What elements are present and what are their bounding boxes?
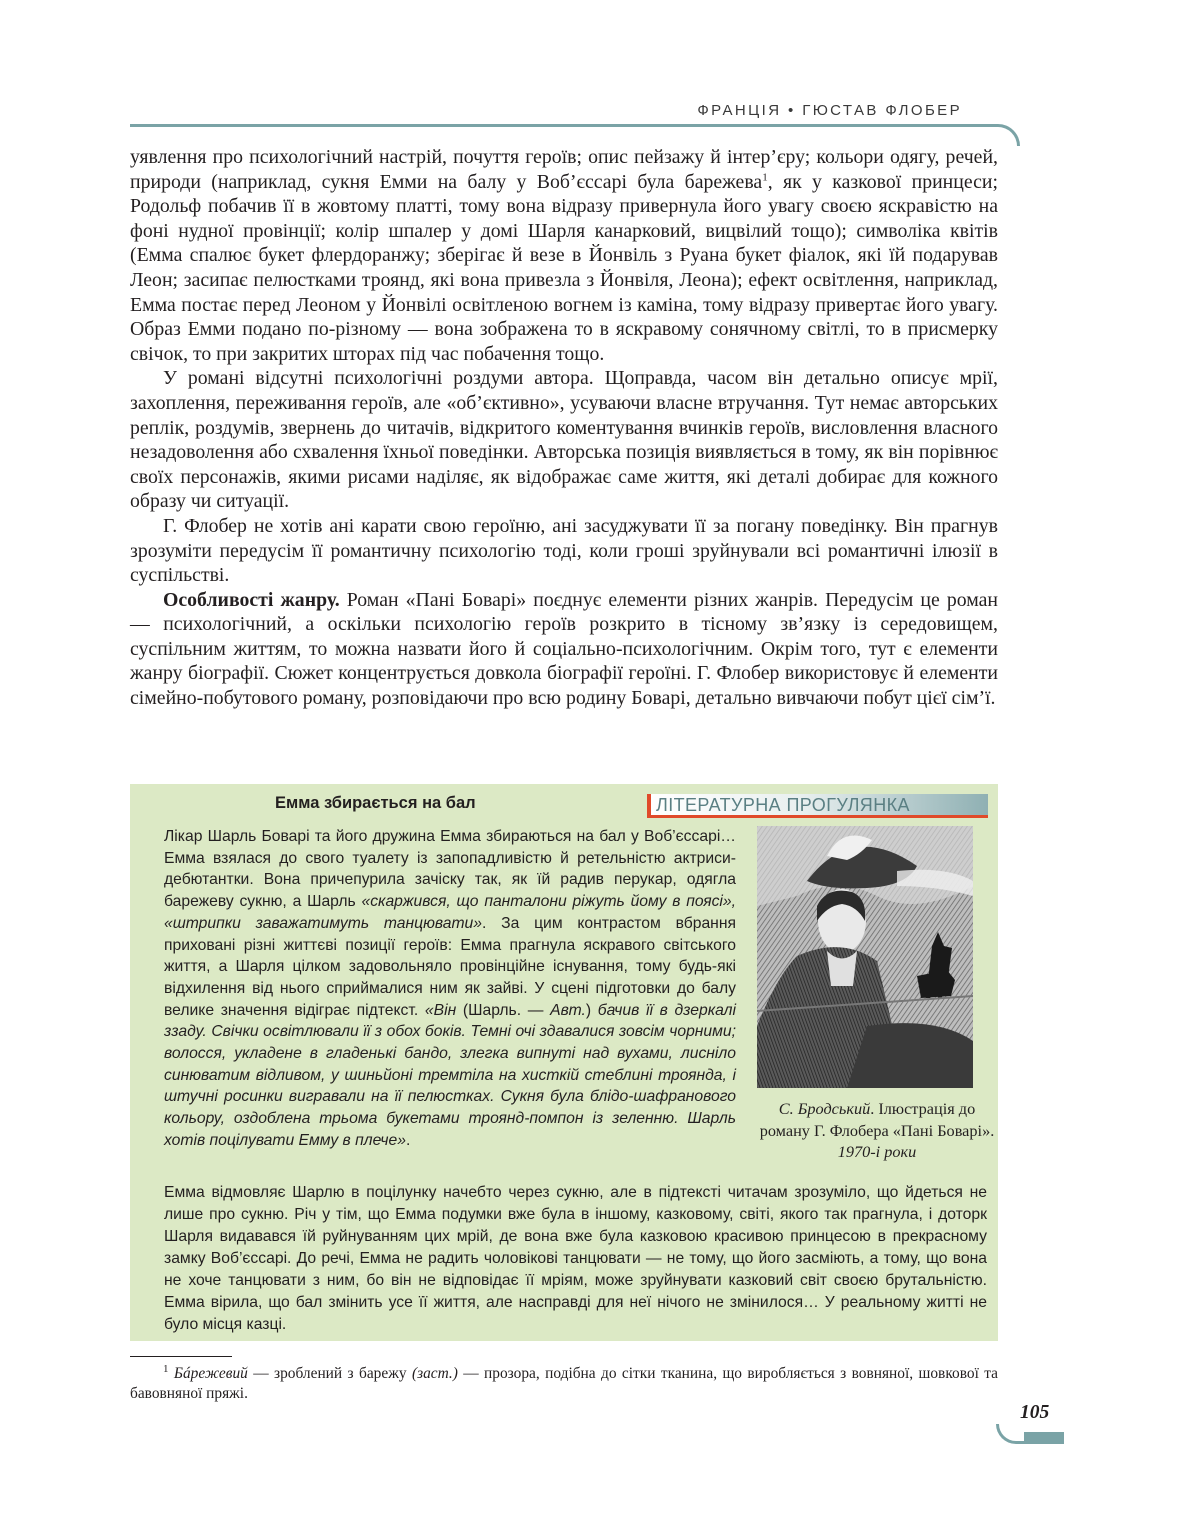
main-text	[130, 145, 998, 711]
footnote	[130, 1364, 998, 1404]
section-lead: Особливості жанру.	[163, 588, 340, 611]
footnote-ref[interactable]: 1	[762, 171, 768, 183]
footnote-rule	[130, 1356, 232, 1357]
footnote-run: — зроблений з барежу	[247, 1365, 412, 1382]
footnote-run: — прозора, подібна до сітки тканина, що виробляється з вовняної, шовкової та бавовняної пряжі.	[130, 1365, 998, 1402]
running-head: ФРАНЦІЯ • ГЮСТАВ ФЛОБЕР	[697, 102, 962, 119]
box-paragraph-1	[164, 826, 736, 1152]
paragraph-1-text: уявлення про психологічний настрій, почуття героїв; опис пейзажу й інтер’єру; кольори одягу, речей, природи (наприклад, сукня Емми на балу у Воб’єссарі була барежева	[130, 146, 998, 193]
paragraph-4-text: Роман «Пані Боварі» поєднує елементи різних жанрів. Передусім це роман — психологічний, а оскільки психологію героїв розкрито в тісному зв’язку із середовищем, суспільним життям, то можна назвати його й соціально-психологічним. Окрім того, тут є елементи жанру біографії. Сюжет концентрується довкола біографії героїні. Г. Флобер використовує й елементи сімейно-побутового роману, розповідаючи про всю родину Боварі, детально вивчаючи побут цієї сім’ї.	[130, 588, 998, 710]
box-text-full-width	[164, 1182, 987, 1336]
box-text-run: Лікар Шарль Боварі та його дружина Емма збираються на бал у Воб’єссарі… Емма взялася до свого туалету із запопадливістю й ретельністю актриси-дебютантки. Вона причепурила зачіску так, як їй радив перукар, одягла барежеву сукню, а Шарль	[164, 828, 736, 911]
page-number-curl	[996, 1424, 1026, 1444]
footnote-marker: 1	[163, 1362, 169, 1375]
box-quote: «Він	[424, 1001, 457, 1019]
illustration-caption	[754, 1098, 1000, 1163]
caption-year: 1970-і роки	[837, 1142, 917, 1161]
paragraph-3: Г. Флобер не хотів ані карати свою героїню, ані засуджувати її за погану поведінку. Він прагнув зрозуміти передусім її романтичну психологію тоді, коли гроші зруйнували всі романтичні ілюзії в суспільстві.	[130, 514, 998, 587]
box-quote: «скаржився, що панталони ріжуть йому в поясі», «штрипки заважатимуть танцювати»	[164, 893, 736, 932]
box-paragraph-2: Емма відмовляє Шарлю в поцілунку начебто через сукню, але в підтексті читачам зрозуміло, що йдеться не лише про сукню. Річ у тім, що Емма подумки вже була в іншому, казковому, світі, якого так прагнула, і доторк Шарля видавався їй руйнуванням цих мрій, де вона вже була казковою красивою принцесою в прекрасному замку Воб’єссарі. До речі, Емма не радить чоловікові танцювати — не тому, що його засміють, а тому, що вона не хоче танцювати з ним, бо він не відповідає її мріям, може зруйнувати казковий світ своєю брутальністю. Емма вірила, що бал змінить усе її життя, але насправді для неї нічого не змінилося… У реальному житті не було місця казці.	[164, 1184, 987, 1333]
paragraph-1	[130, 145, 998, 366]
paragraph-4	[130, 588, 998, 711]
header-rule-curl	[990, 124, 1020, 146]
page-number-bar	[1024, 1432, 1064, 1444]
box-banner-label: ЛІТЕРАТУРНА ПРОГУЛЯНКА	[656, 795, 910, 815]
box-text-column	[164, 826, 736, 1152]
caption-author: С. Бродський	[778, 1099, 871, 1118]
paragraph-2: У романі відсутні психологічні роздуми автора. Щоправда, часом він детально описує мрії, захоплення, переживання героїв, але «об’єктивно», усуваючи власне втручання. Тут немає авторських реплік, роздумів, звернень до читачів, відкритого коментування вчинків героїв, висловлення власного незадоволення або схвалення їхньої поведінки. Авторська позиція виявляється в тому, як він порівнює своїх персонажів, якими рисами наділяє, як відображає саме життя, які деталі добирає для кожного образу чи ситуації.	[130, 367, 998, 513]
footnote-term: Бáрежевий	[173, 1365, 248, 1382]
box-abbrev: Авт.	[550, 1001, 586, 1019]
box-banner	[647, 794, 988, 818]
header-rule	[130, 124, 996, 127]
footnote-note: (заст.)	[411, 1365, 458, 1382]
box-text-run: (Шарль. —	[456, 1001, 551, 1019]
box-text-run: . За цим контрастом вбрання приховані різні життєві позиції героїв: Емма прагнула яскравого світського життя, а Шарля цілком задовольняло провінційне існування, тому будь-які відхилення від нього сприймалися ним як зайві. У сцені підготовки до балу велике значення відіграє підтекст.	[164, 914, 736, 1019]
page-number: 105	[1020, 1402, 1050, 1423]
footnote-text	[130, 1364, 998, 1404]
box-title: Емма збирається на бал	[275, 794, 476, 812]
engraving-image	[757, 826, 973, 1088]
caption-text: . Ілюстрація до роману Г. Флобера «Пані Боварі».	[759, 1099, 995, 1140]
box-quote: бачив її в дзеркалі ззаду. Свічки освітлювали її з обох боків. Темні очі здавалися зовсім чорними; волосся, укладене в гладенькі бандо, злегка випнуті над вухами, лисніло синюватим відливом, у шиньйоні тремтіла на хисткій стеблині троянда, і штучні росинки вигравали на її пелюстках. Сукня була блідо-шафранового кольору, оздоблена трьома букетами троянд-помпон із зеленню. Шарль хотів поцілувати Емму в плече»	[164, 1001, 737, 1149]
box-text-run: )	[585, 1001, 598, 1019]
box-text-run: .	[405, 1131, 411, 1149]
paragraph-1-rest: , як у казкової принцеси; Родольф побачив її в жовтому платті, тому вона відразу привернула його увагу своєю яскравістю на фоні нудної провінції; колір шпалер у домі Шарля канарковий, вицвілий тощо); символіка квітів (Емма спалює букет флердоранжу; зберігає й везе в Йонвіль з Руана букет фіалок, які їй подарував Леон; засипає пелюстками троянд, які вона привезла з Йонвіля, Леона); ефект освітлення, наприклад, Емма постає перед Леоном у Йонвілі освітленою вогнем із каміна, тому відразу привертає його увагу. Образ Емми подано по-різному — вона зображена то в яскравому сонячному світлі, то в присмерку свічок, то при закритих шторах під час побачення тощо.	[130, 170, 998, 365]
illustration	[757, 826, 973, 1088]
